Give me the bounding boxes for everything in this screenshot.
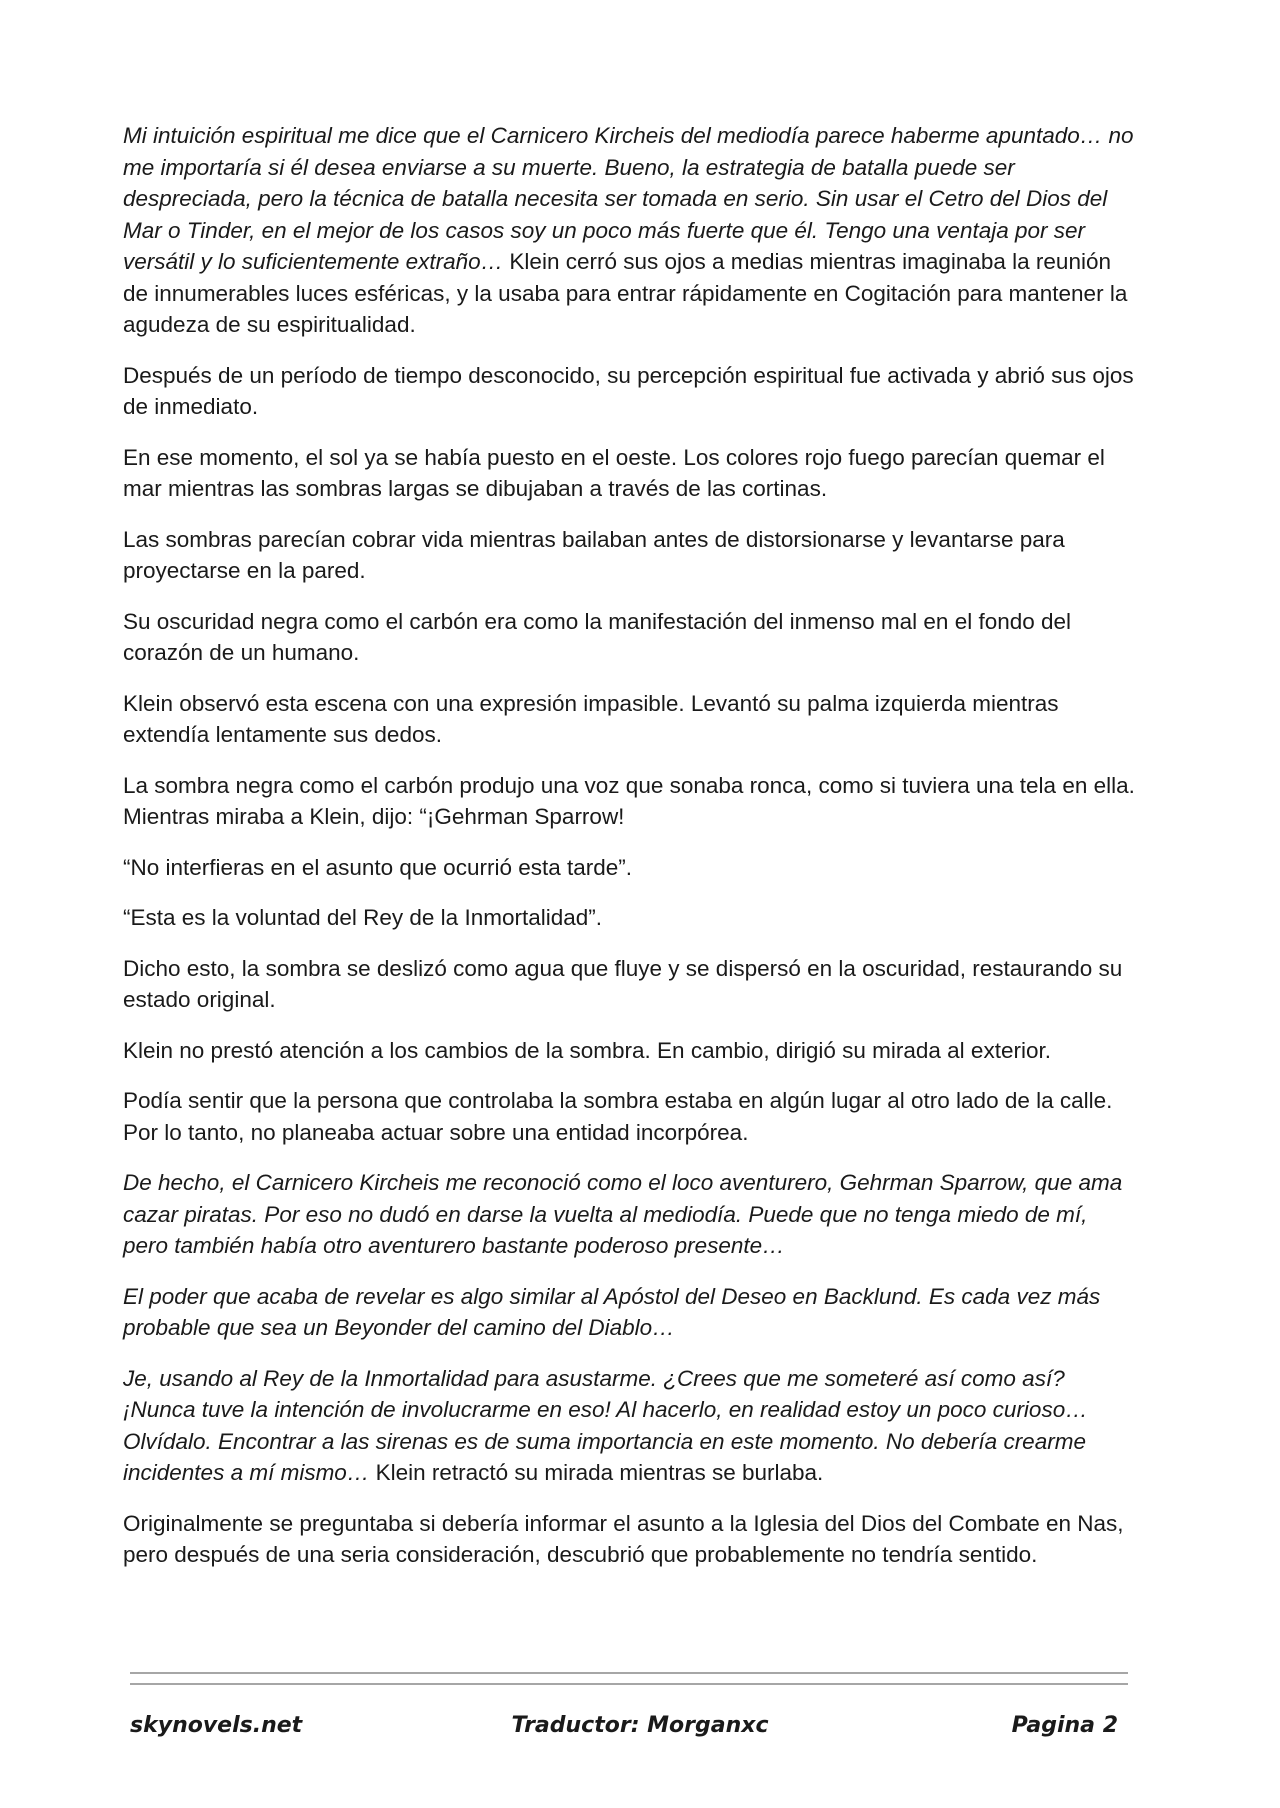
- paragraph-16: Originalmente se preguntaba si debería informar el asunto a la Iglesia del Dios del Combate en Nas, pero después de una seria consideración, descubrió que probablemente no tendría sentido.: [123, 1510, 1124, 1567]
- paragraph-8: “No interfieras en el asunto que ocurrió esta tarde”.: [123, 854, 633, 880]
- paragraph-13: [123, 1167, 1135, 1262]
- footer-page-number: Pagina 2: [1011, 1713, 1118, 1738]
- footer-divider-bottom: [130, 1683, 1128, 1685]
- paragraph-3: En ese momento, el sol ya se había puesto en el oeste. Los colores rojo fuego parecían quemar el mar mientras las sombras largas se dibujaban a través de las cortinas.: [123, 444, 1105, 501]
- paragraph-10: Dicho esto, la sombra se deslizó como agua que fluye y se dispersó en la oscuridad, restaurando su estado original.: [123, 955, 1123, 1012]
- paragraph-2: Después de un período de tiempo desconocido, su percepción espiritual fue activada y abrió sus ojos de inmediato.: [123, 362, 1134, 419]
- thought-text: De hecho, el Carnicero Kircheis me reconoció como el loco aventurero, Gehrman Sparrow, que ama cazar piratas. Por eso no dudó en darse la vuelta al mediodía. Puede que no tenga miedo de mí, pero también había otro aventurero bastante poderoso presente…: [123, 1170, 1123, 1258]
- footer-divider-top: [130, 1672, 1128, 1674]
- paragraph-15: [123, 1363, 1135, 1489]
- body-text: [123, 120, 1135, 1590]
- narration-text: Klein retractó su mirada mientras se burlaba.: [369, 1460, 824, 1485]
- paragraph-11: Klein no prestó atención a los cambios de la sombra. En cambio, dirigió su mirada al exterior.: [123, 1037, 1051, 1063]
- footer-site: skynovels.net: [130, 1713, 303, 1738]
- narration-text: Klein cerró sus ojos a medias mientras imaginaba la reunión de innumerables luces esféricas, y la usaba para entrar rápidamente en Cogitación para mantener la agudeza de su espiritualidad.: [123, 249, 1128, 337]
- thought-text: Mi intuición espiritual me dice que el Carnicero Kircheis del mediodía parece haberme apuntado… no me importaría si él desea enviarse a su muerte. Bueno, la estrategia de batalla puede ser despreciada, pero la técnica de batalla necesita ser tomada en serio. Sin usar el Cetro del Dios del Mar o Tinder, en el mejor de los casos soy un poco más fuerte que él. Tengo una ventaja por ser versátil y lo suficientemente extraño…: [123, 123, 1134, 274]
- paragraph-9: “Esta es la voluntad del Rey de la Inmortalidad”.: [123, 905, 603, 930]
- paragraph-14: [123, 1281, 1135, 1344]
- paragraph-7: La sombra negra como el carbón produjo una voz que sonaba ronca, como si tuviera una tela en ella. Mientras miraba a Klein, dijo: “¡Gehrman Sparrow!: [123, 772, 1135, 829]
- footer-translator: Traductor: Morganxc: [511, 1713, 769, 1738]
- paragraph-12: Podía sentir que la persona que controlaba la sombra estaba en algún lugar al otro lado de la calle. Por lo tanto, no planeaba actuar sobre una entidad incorpórea.: [123, 1088, 1113, 1145]
- thought-text: Je, usando al Rey de la Inmortalidad para asustarme. ¿Crees que me someteré así como así? ¡Nunca tuve la intención de involucrarme en eso! Al hacerlo, en realidad estoy un poco curioso… Olvídalo. Encontrar a las sirenas es de suma importancia en este momento. No debería crearme incidentes a mí mismo…: [123, 1365, 1088, 1485]
- paragraph-6: Klein observó esta escena con una expresión impasible. Levantó su palma izquierda mientras extendía lentamente sus dedos.: [123, 690, 1059, 747]
- paragraph-5: Su oscuridad negra como el carbón era como la manifestación del inmenso mal en el fondo del corazón de un humano.: [123, 608, 1072, 665]
- paragraph-1: [123, 120, 1135, 341]
- thought-text: El poder que acaba de revelar es algo similar al Apóstol del Deseo en Backlund. Es cada vez más probable que sea un Beyonder del camino del Diablo…: [123, 1283, 1101, 1340]
- paragraph-4: Las sombras parecían cobrar vida mientras bailaban antes de distorsionarse y levantarse para proyectarse en la pared.: [123, 526, 1065, 583]
